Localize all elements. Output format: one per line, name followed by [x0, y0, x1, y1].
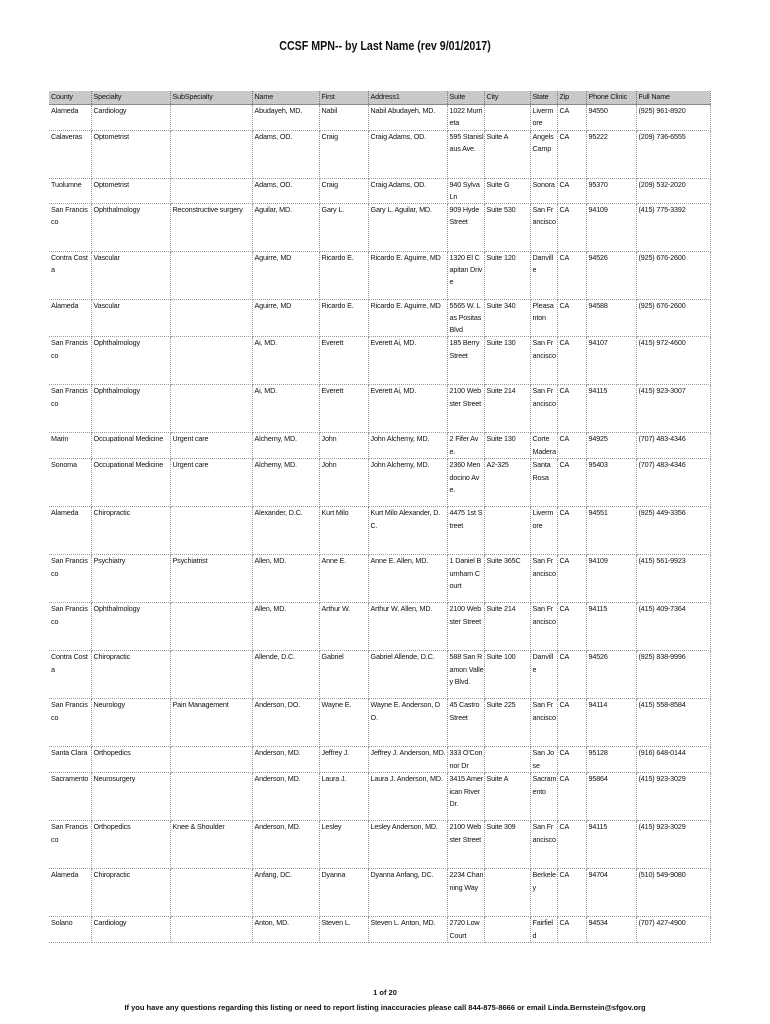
city-cell: Corte Madera [530, 433, 557, 459]
zip-cell: 95864 [586, 773, 636, 821]
header-address1: Address1 [368, 91, 447, 105]
subspecialty-cell: Psychiatrist [170, 555, 252, 603]
state-cell: CA [557, 337, 586, 385]
provider-table [49, 91, 711, 943]
header-county: County [49, 91, 91, 105]
subspecialty-cell [170, 747, 252, 773]
zip-cell: 94551 [586, 507, 636, 555]
page-number: 1 of 20 [373, 988, 397, 997]
table-row [49, 204, 710, 252]
first-name-cell: Craig [319, 179, 368, 204]
header-first: First [319, 91, 368, 105]
subspecialty-cell: Knee & Shoulder [170, 821, 252, 869]
subspecialty-cell [170, 507, 252, 555]
suite-cell: Suite 214 [484, 385, 530, 433]
specialty-cell: Vascular [91, 252, 170, 300]
first-name-cell: Gary L. [319, 204, 368, 252]
suite-cell: Suite 225 [484, 699, 530, 747]
phone-cell: (415) 972-4600 [636, 337, 710, 385]
name-cell: Anderson, MD. [252, 773, 319, 821]
zip-cell: 94704 [586, 869, 636, 917]
address-cell: 1320 El Capitan Drive [447, 252, 484, 300]
table-row [49, 651, 710, 699]
name-cell: Aguilar, MD. [252, 204, 319, 252]
city-cell: San Francisco [530, 385, 557, 433]
subspecialty-cell [170, 603, 252, 651]
zip-cell: 94526 [586, 252, 636, 300]
table-header-row [49, 91, 710, 105]
state-cell: CA [557, 603, 586, 651]
suite-cell [484, 105, 530, 131]
zip-cell: 95370 [586, 179, 636, 204]
specialty-cell: Orthopedics [91, 821, 170, 869]
state-cell: CA [557, 179, 586, 204]
county-cell: Alameda [49, 869, 91, 917]
table-row [49, 555, 710, 603]
suite-cell [484, 869, 530, 917]
zip-cell: 94115 [586, 821, 636, 869]
state-cell: CA [557, 651, 586, 699]
full-name-cell: Everett Ai, MD. [368, 385, 447, 433]
table-row [49, 699, 710, 747]
header-specialty: Specialty [91, 91, 170, 105]
full-name-cell: Jeffrey J. Anderson, MD. [368, 747, 447, 773]
name-cell: Adams, OD. [252, 131, 319, 179]
city-cell: San Francisco [530, 337, 557, 385]
address-cell: 909 Hyde Street [447, 204, 484, 252]
state-cell: CA [557, 252, 586, 300]
header-subspecialty: SubSpecialty [170, 91, 252, 105]
header-zip: Zip [557, 91, 586, 105]
phone-cell: (415) 775-3392 [636, 204, 710, 252]
phone-cell: (209) 532-2020 [636, 179, 710, 204]
suite-cell: Suite 530 [484, 204, 530, 252]
specialty-cell: Optometrist [91, 179, 170, 204]
address-cell: 2100 Webster Street [447, 603, 484, 651]
suite-cell: Suite A [484, 131, 530, 179]
suite-cell: Suite 340 [484, 300, 530, 337]
county-cell: San Francisco [49, 699, 91, 747]
name-cell: Abudayeh, MD. [252, 105, 319, 131]
first-name-cell: John [319, 459, 368, 507]
subspecialty-cell [170, 179, 252, 204]
specialty-cell: Occupational Medicine [91, 459, 170, 507]
phone-cell: (925) 449-3356 [636, 507, 710, 555]
city-cell: Sacramento [530, 773, 557, 821]
state-cell: CA [557, 131, 586, 179]
address-cell: 595 Stanislaus Ave. [447, 131, 484, 179]
full-name-cell: Craig Adams, OD. [368, 179, 447, 204]
phone-cell: (925) 961-8920 [636, 105, 710, 131]
subspecialty-cell [170, 773, 252, 821]
phone-cell: (510) 549-9080 [636, 869, 710, 917]
county-cell: Tuolumne [49, 179, 91, 204]
first-name-cell: Jeffrey J. [319, 747, 368, 773]
specialty-cell: Vascular [91, 300, 170, 337]
name-cell: Anderson, DO. [252, 699, 319, 747]
table-row [49, 385, 710, 433]
subspecialty-cell: Urgent care [170, 459, 252, 507]
zip-cell: 94925 [586, 433, 636, 459]
zip-cell: 94109 [586, 204, 636, 252]
county-cell: San Francisco [49, 204, 91, 252]
header-state: State [530, 91, 557, 105]
first-name-cell: Laura J. [319, 773, 368, 821]
name-cell: Allen, MD. [252, 603, 319, 651]
header-full-name: Full Name [636, 91, 710, 105]
subspecialty-cell [170, 917, 252, 943]
state-cell: CA [557, 433, 586, 459]
address-cell: 2720 Low Court [447, 917, 484, 943]
address-cell: 2 Fifer Ave. [447, 433, 484, 459]
county-cell: Contra Costa [49, 651, 91, 699]
suite-cell: Suite A [484, 773, 530, 821]
phone-cell: (916) 648-0144 [636, 747, 710, 773]
state-cell: CA [557, 869, 586, 917]
specialty-cell: Chiropractic [91, 869, 170, 917]
specialty-cell: Cardiology [91, 917, 170, 943]
subspecialty-cell [170, 337, 252, 385]
state-cell: CA [557, 459, 586, 507]
name-cell: Alexander, D.C. [252, 507, 319, 555]
state-cell: CA [557, 773, 586, 821]
name-cell: Anderson, MD. [252, 821, 319, 869]
address-cell: 333 O'Connor Dr [447, 747, 484, 773]
full-name-cell: Craig Adams, OD. [368, 131, 447, 179]
full-name-cell: Gabriel Allende, D.C. [368, 651, 447, 699]
phone-cell: (415) 923-3029 [636, 773, 710, 821]
full-name-cell: Wayne E. Anderson, DO. [368, 699, 447, 747]
phone-cell: (415) 409-7364 [636, 603, 710, 651]
county-cell: Solano [49, 917, 91, 943]
full-name-cell: Dyanna Anfang, DC. [368, 869, 447, 917]
city-cell: San Jose [530, 747, 557, 773]
suite-cell: Suite G [484, 179, 530, 204]
subspecialty-cell [170, 105, 252, 131]
full-name-cell: Everett Ai, MD. [368, 337, 447, 385]
full-name-cell: John Alchemy, MD. [368, 433, 447, 459]
first-name-cell: Wayne E. [319, 699, 368, 747]
subspecialty-cell [170, 300, 252, 337]
state-cell: CA [557, 105, 586, 131]
name-cell: Anderson, MD. [252, 747, 319, 773]
name-cell: Alchemy, MD. [252, 459, 319, 507]
specialty-cell: Ophthalmology [91, 385, 170, 433]
contact-note: If you have any questions regarding this listing or need to report listing inaccuracies please call 844-875-8666 or email Linda.Bernstein@sfgov.org [124, 1003, 646, 1012]
city-cell: San Francisco [530, 699, 557, 747]
state-cell: CA [557, 747, 586, 773]
table-row [49, 179, 710, 204]
specialty-cell: Ophthalmology [91, 204, 170, 252]
city-cell: Sonora [530, 179, 557, 204]
name-cell: Allen, MD. [252, 555, 319, 603]
address-cell: 588 San Ramon Valley Blvd. [447, 651, 484, 699]
state-cell: CA [557, 507, 586, 555]
full-name-cell: Steven L. Anton, MD. [368, 917, 447, 943]
county-cell: Alameda [49, 105, 91, 131]
table-row [49, 252, 710, 300]
county-cell: Sacramento [49, 773, 91, 821]
city-cell: Livermore [530, 507, 557, 555]
county-cell: Contra Costa [49, 252, 91, 300]
phone-cell: (415) 561-9923 [636, 555, 710, 603]
specialty-cell: Orthopedics [91, 747, 170, 773]
first-name-cell: Craig [319, 131, 368, 179]
state-cell: CA [557, 821, 586, 869]
subspecialty-cell [170, 385, 252, 433]
table-row [49, 773, 710, 821]
city-cell: San Francisco [530, 603, 557, 651]
zip-cell: 94107 [586, 337, 636, 385]
name-cell: Aguirre, MD [252, 252, 319, 300]
specialty-cell: Psychiatry [91, 555, 170, 603]
address-cell: 1 Daniel Burnham Court [447, 555, 484, 603]
zip-cell: 94109 [586, 555, 636, 603]
subspecialty-cell [170, 869, 252, 917]
full-name-cell: Anne E. Allen, MD. [368, 555, 447, 603]
full-name-cell: Ricardo E. Aguirre, MD [368, 300, 447, 337]
city-cell: Danville [530, 252, 557, 300]
name-cell: Anfang, DC. [252, 869, 319, 917]
first-name-cell: Lesley [319, 821, 368, 869]
address-cell: 185 Berry Street [447, 337, 484, 385]
table-row [49, 300, 710, 337]
table-row [49, 869, 710, 917]
specialty-cell: Optometrist [91, 131, 170, 179]
header-phone-clinic: Phone Clinic [586, 91, 636, 105]
table-row [49, 747, 710, 773]
first-name-cell: Ricardo E. [319, 300, 368, 337]
county-cell: San Francisco [49, 385, 91, 433]
city-cell: Danville [530, 651, 557, 699]
state-cell: CA [557, 917, 586, 943]
phone-cell: (209) 736-6555 [636, 131, 710, 179]
suite-cell: Suite 214 [484, 603, 530, 651]
full-name-cell: Arthur W. Allen, MD. [368, 603, 447, 651]
city-cell: Fairfield [530, 917, 557, 943]
table-row [49, 507, 710, 555]
address-cell: 2100 Webster Street [447, 385, 484, 433]
first-name-cell: Arthur W. [319, 603, 368, 651]
suite-cell [484, 747, 530, 773]
phone-cell: (707) 427-4900 [636, 917, 710, 943]
first-name-cell: John [319, 433, 368, 459]
phone-cell: (415) 923-3007 [636, 385, 710, 433]
specialty-cell: Ophthalmology [91, 603, 170, 651]
state-cell: CA [557, 204, 586, 252]
full-name-cell: Nabil Abudayeh, MD. [368, 105, 447, 131]
zip-cell: 94114 [586, 699, 636, 747]
zip-cell: 95403 [586, 459, 636, 507]
specialty-cell: Chiropractic [91, 651, 170, 699]
name-cell: Allende, D.C. [252, 651, 319, 699]
first-name-cell: Kurt Milo [319, 507, 368, 555]
specialty-cell: Neurology [91, 699, 170, 747]
county-cell: Sonoma [49, 459, 91, 507]
name-cell: Alchemy, MD. [252, 433, 319, 459]
name-cell: Ai, MD. [252, 337, 319, 385]
zip-cell: 95128 [586, 747, 636, 773]
zip-cell: 94526 [586, 651, 636, 699]
subspecialty-cell: Pain Management [170, 699, 252, 747]
full-name-cell: John Alchemy, MD. [368, 459, 447, 507]
subspecialty-cell: Urgent care [170, 433, 252, 459]
suite-cell [484, 917, 530, 943]
table-row [49, 105, 710, 131]
address-cell: 2360 Mendocino Ave. [447, 459, 484, 507]
name-cell: Anton, MD. [252, 917, 319, 943]
header-suite: Suite [447, 91, 484, 105]
county-cell: Calaveras [49, 131, 91, 179]
county-cell: Alameda [49, 300, 91, 337]
suite-cell: Suite 100 [484, 651, 530, 699]
county-cell: San Francisco [49, 337, 91, 385]
table-row [49, 337, 710, 385]
county-cell: San Francisco [49, 821, 91, 869]
suite-cell: A2-325 [484, 459, 530, 507]
specialty-cell: Ophthalmology [91, 337, 170, 385]
phone-cell: (707) 483-4346 [636, 433, 710, 459]
county-cell: San Francisco [49, 603, 91, 651]
table-row [49, 917, 710, 943]
specialty-cell: Chiropractic [91, 507, 170, 555]
suite-cell: Suite 120 [484, 252, 530, 300]
address-cell: 2100 Webster Street [447, 821, 484, 869]
zip-cell: 95222 [586, 131, 636, 179]
city-cell: Pleasanton [530, 300, 557, 337]
city-cell: Berkeley [530, 869, 557, 917]
subspecialty-cell: Reconstructive surgery [170, 204, 252, 252]
name-cell: Aguirre, MD [252, 300, 319, 337]
name-cell: Ai, MD. [252, 385, 319, 433]
specialty-cell: Neurosurgery [91, 773, 170, 821]
zip-cell: 94550 [586, 105, 636, 131]
suite-cell: Suite 365C [484, 555, 530, 603]
full-name-cell: Ricardo E. Aguirre, MD [368, 252, 447, 300]
phone-cell: (925) 676-2600 [636, 300, 710, 337]
zip-cell: 94534 [586, 917, 636, 943]
full-name-cell: Kurt Milo Alexander, D.C. [368, 507, 447, 555]
address-cell: 1022 Murrieta [447, 105, 484, 131]
first-name-cell: Gabriel [319, 651, 368, 699]
zip-cell: 94115 [586, 385, 636, 433]
city-cell: Livermore [530, 105, 557, 131]
county-cell: San Francisco [49, 555, 91, 603]
phone-cell: (415) 923-3029 [636, 821, 710, 869]
phone-cell: (925) 838-9996 [636, 651, 710, 699]
first-name-cell: Ricardo E. [319, 252, 368, 300]
city-cell: San Francisco [530, 555, 557, 603]
suite-cell [484, 507, 530, 555]
state-cell: CA [557, 699, 586, 747]
table-row [49, 433, 710, 459]
first-name-cell: Everett [319, 337, 368, 385]
state-cell: CA [557, 300, 586, 337]
suite-cell: Suite 309 [484, 821, 530, 869]
address-cell: 2234 Channing Way [447, 869, 484, 917]
first-name-cell: Anne E. [319, 555, 368, 603]
state-cell: CA [557, 385, 586, 433]
specialty-cell: Cardiology [91, 105, 170, 131]
subspecialty-cell [170, 651, 252, 699]
state-cell: CA [557, 555, 586, 603]
table-row [49, 821, 710, 869]
county-cell: Marin [49, 433, 91, 459]
first-name-cell: Nabil [319, 105, 368, 131]
table-row [49, 603, 710, 651]
city-cell: Angels Camp [530, 131, 557, 179]
subspecialty-cell [170, 252, 252, 300]
county-cell: Alameda [49, 507, 91, 555]
suite-cell: Suite 130 [484, 337, 530, 385]
header-city: City [484, 91, 530, 105]
page-title: CCSF MPN-- by Last Name (rev 9/01/2017) [279, 38, 491, 53]
phone-cell: (707) 483-4346 [636, 459, 710, 507]
table-row [49, 131, 710, 179]
name-cell: Adams, OD. [252, 179, 319, 204]
city-cell: San Francisco [530, 204, 557, 252]
full-name-cell: Lesley Anderson, MD. [368, 821, 447, 869]
zip-cell: 94115 [586, 603, 636, 651]
first-name-cell: Everett [319, 385, 368, 433]
address-cell: 5565 W. Las Positas Blvd [447, 300, 484, 337]
zip-cell: 94588 [586, 300, 636, 337]
full-name-cell: Laura J. Anderson, MD. [368, 773, 447, 821]
subspecialty-cell [170, 131, 252, 179]
city-cell: San Francisco [530, 821, 557, 869]
phone-cell: (925) 676-2600 [636, 252, 710, 300]
first-name-cell: Dyanna [319, 869, 368, 917]
phone-cell: (415) 558-8584 [636, 699, 710, 747]
address-cell: 3415 American River Dr. [447, 773, 484, 821]
county-cell: Santa Clara [49, 747, 91, 773]
suite-cell: Suite 130 [484, 433, 530, 459]
header-name: Name [252, 91, 319, 105]
table-row [49, 459, 710, 507]
address-cell: 4475 1st Street [447, 507, 484, 555]
specialty-cell: Occupational Medicine [91, 433, 170, 459]
address-cell: 45 Castro Street [447, 699, 484, 747]
first-name-cell: Steven L. [319, 917, 368, 943]
full-name-cell: Gary L. Aguilar, MD. [368, 204, 447, 252]
city-cell: Santa Rosa [530, 459, 557, 507]
address-cell: 940 Sylva Ln [447, 179, 484, 204]
